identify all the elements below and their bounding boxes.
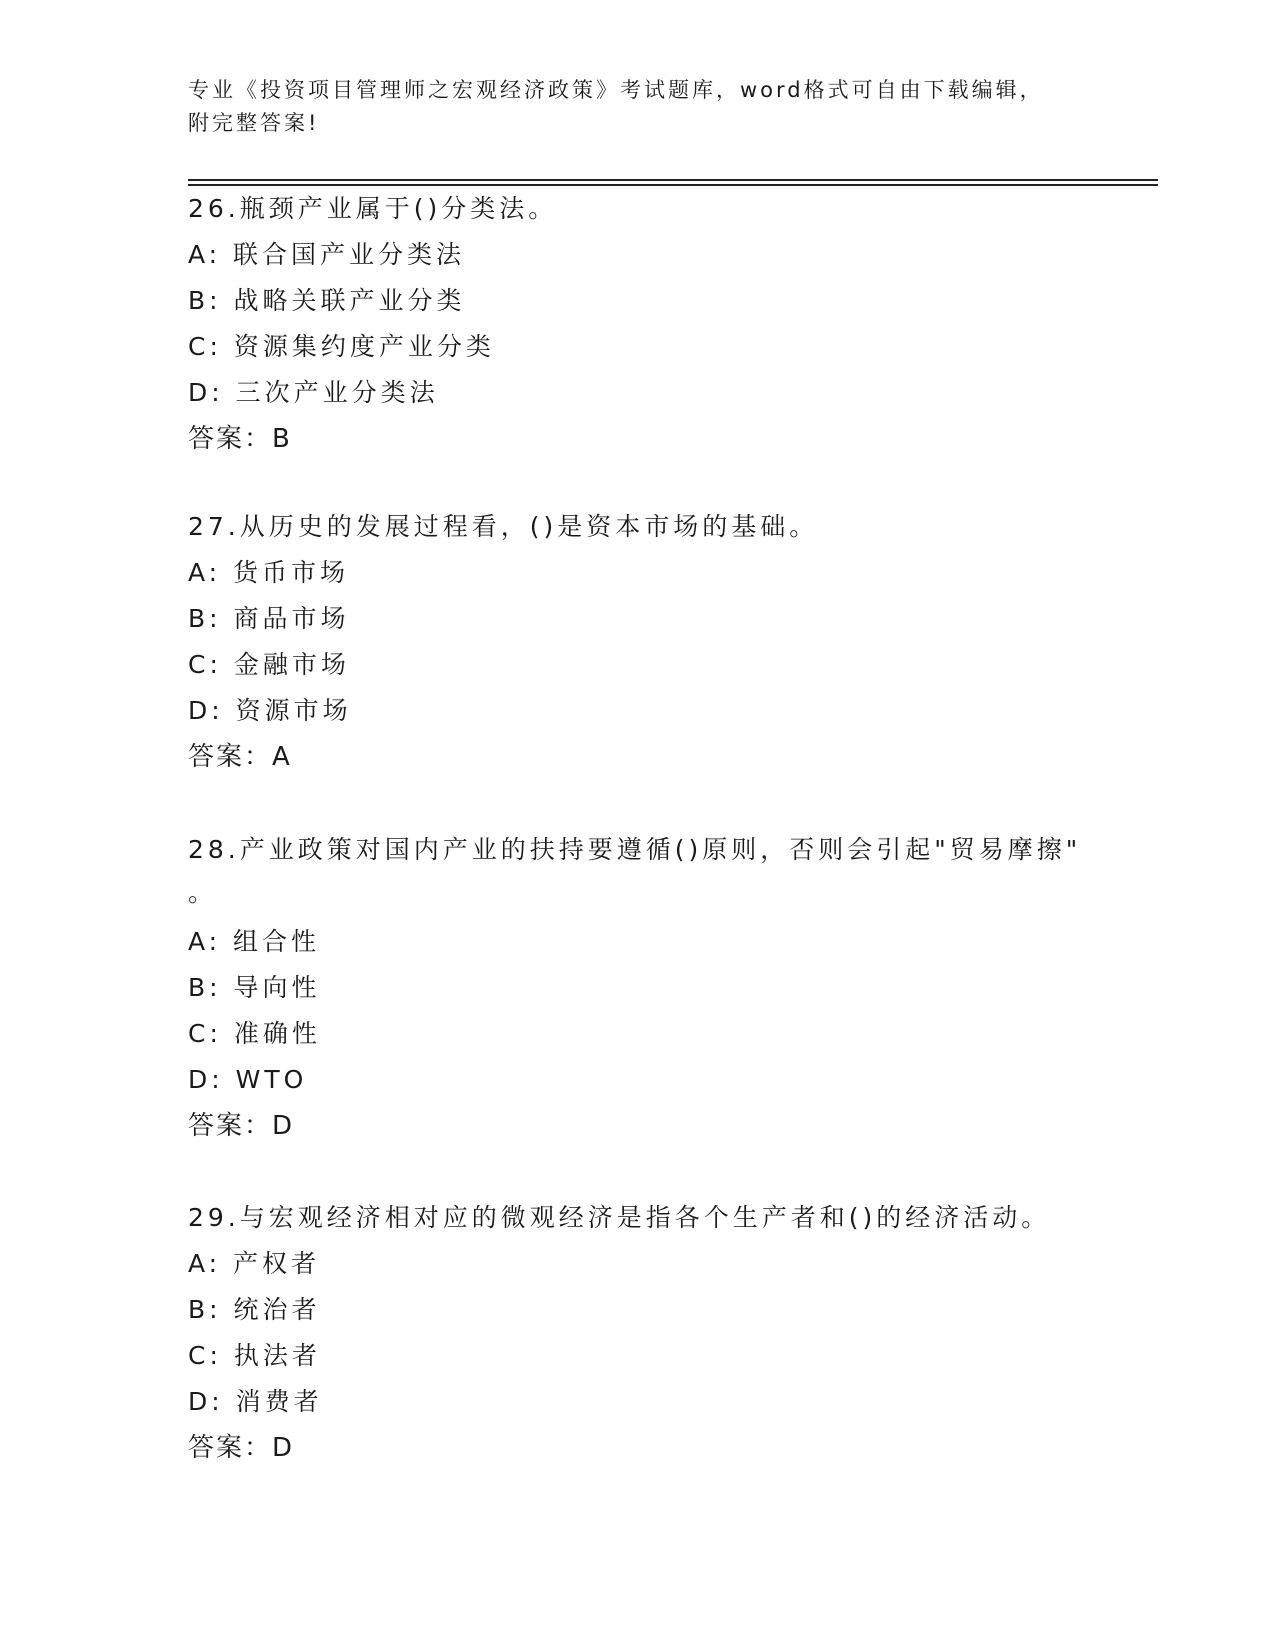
question-text: 29.与宏观经济相对应的微观经济是指各个生产者和()的经济活动。: [188, 1203, 1051, 1232]
question-block-26: [188, 186, 1148, 462]
option-a: A: 产权者: [188, 1249, 321, 1278]
question-text: 26.瓶颈产业属于()分类法。: [188, 194, 558, 223]
answer-text: 答案：A: [188, 742, 292, 772]
header-line-1: 专业《投资项目管理师之宏观经济政策》考试题库，word格式可自由下载编辑，: [188, 78, 1044, 102]
answer-text: 答案：D: [188, 1111, 295, 1141]
question-text: 28.产业政策对国内产业的扶持要遵循()原则，否则会引起"贸易摩擦": [188, 835, 1082, 864]
option-b: B: 统治者: [188, 1295, 321, 1324]
option-b: B: 商品市场: [188, 604, 350, 633]
option-a: A: 货币市场: [188, 558, 350, 587]
header-line-2: 附完整答案!: [188, 111, 320, 135]
question-text: 27.从历史的发展过程看，()是资本市场的基础。: [188, 512, 819, 541]
option-d: D: 消费者: [188, 1387, 323, 1416]
header-divider-top: [188, 179, 1158, 181]
question-block-29: [188, 1195, 1148, 1471]
option-c: C: 准确性: [188, 1019, 321, 1048]
document-header: [188, 74, 1108, 140]
option-d: D: 三次产业分类法: [188, 378, 439, 407]
option-a: A: 组合性: [188, 927, 321, 956]
option-a: A: 联合国产业分类法: [188, 240, 466, 269]
option-c: C: 执法者: [188, 1341, 321, 1370]
option-b: B: 导向性: [188, 973, 321, 1002]
option-d: D: 资源市场: [188, 696, 352, 725]
question-block-27: [188, 504, 1148, 780]
option-b: B: 战略关联产业分类: [188, 286, 466, 315]
question-text-continuation: 。: [188, 878, 214, 907]
option-c: C: 金融市场: [188, 650, 350, 679]
answer-text: 答案：D: [188, 1433, 295, 1463]
option-d: D: WTO: [188, 1065, 308, 1094]
question-block-28: [188, 827, 1148, 1149]
option-c: C: 资源集约度产业分类: [188, 332, 495, 361]
answer-text: 答案：B: [188, 424, 292, 454]
